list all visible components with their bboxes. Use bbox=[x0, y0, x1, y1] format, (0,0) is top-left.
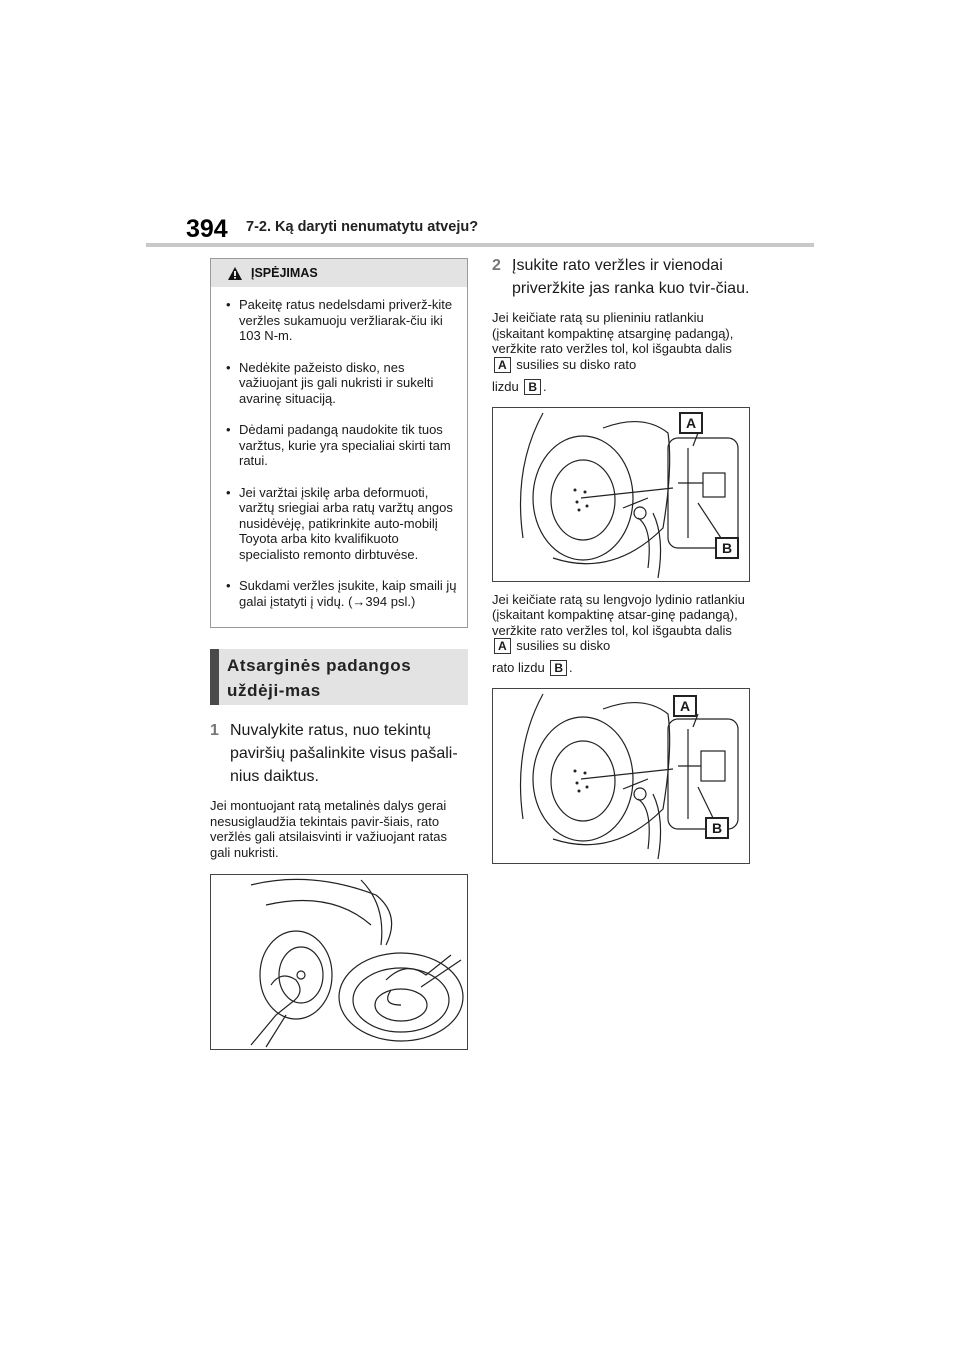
note-text: susilies su disko rato bbox=[516, 356, 637, 372]
label-b-inline: B bbox=[524, 379, 541, 395]
period: . bbox=[569, 660, 573, 675]
step-1 bbox=[210, 719, 468, 788]
warning-item: • Nedėkite pažeisto disko, nes važiuojant jis gali nukristi ir sukelti avarinę situaciją. bbox=[221, 360, 457, 407]
left-column bbox=[210, 258, 468, 1050]
warning-item: • Sukdami veržles įsukite, kaip smaili jų galai įstatyti į vidų. (→394 psl.) bbox=[221, 578, 457, 609]
cleaning-wheel-illustration bbox=[210, 874, 468, 1050]
step-text: Įsukite rato veržles ir vienodai priveržkite jas ranka kuo tvir-čiau. bbox=[512, 257, 750, 297]
label-a-inline: A bbox=[494, 357, 511, 373]
step-number: 2 bbox=[492, 257, 501, 274]
warning-heading: ĮSPĖJIMAS bbox=[251, 266, 318, 280]
step-number: 1 bbox=[210, 722, 219, 739]
chapter-title: 7-2. Ką daryti nenumatytu atveju? bbox=[246, 219, 479, 235]
figure-label-b: B bbox=[705, 817, 729, 839]
warning-item: • Dėdami padangą naudokite tik tuos varžtus, kurie yra specialiai skirti tam ratui. bbox=[221, 422, 457, 469]
header-rule bbox=[146, 243, 814, 247]
steel-wheel-nut-illustration bbox=[492, 407, 750, 582]
step-text: Nuvalykite ratus, nuo tekintų paviršių pašalinkite visus pašali-nius daiktus. bbox=[230, 722, 458, 785]
label-b-inline: B bbox=[550, 660, 567, 676]
cleaning-wheel-drawing bbox=[211, 875, 468, 1049]
warning-item: • Pakeitę ratus nedelsdami priverž-kite veržles sukamuoju veržliarak-čiu iki 103 N-m. bbox=[221, 297, 457, 344]
note-text: Jei keičiate ratą su plieniniu ratlankiu (įskaitant kompaktinę atsarginę padangą), veržkite rato veržles tol, kol išgaubta dalis bbox=[492, 310, 734, 356]
warning-list bbox=[211, 287, 467, 627]
page-number: 394 bbox=[186, 215, 228, 243]
warning-box bbox=[210, 258, 468, 628]
right-column bbox=[492, 254, 750, 864]
alloy-wheel-nut-illustration bbox=[492, 688, 750, 864]
note-text: lizdu bbox=[492, 378, 519, 394]
note-text: Jei keičiate ratą su lengvojo lydinio ratlankiu (įskaitant kompaktinę atsar-ginę padangą), veržkite rato veržles tol, kol išgaubta dalis bbox=[492, 591, 745, 638]
step-2 bbox=[492, 254, 750, 300]
label-a-inline: A bbox=[494, 638, 511, 654]
section-heading: Atsarginės padangos uždėji-mas bbox=[210, 649, 468, 705]
figure-label-a: A bbox=[673, 695, 697, 717]
steel-rim-note bbox=[492, 310, 750, 395]
steel-wheel-drawing bbox=[493, 408, 750, 581]
figure-label-a: A bbox=[679, 412, 703, 434]
note-text: rato lizdu bbox=[492, 660, 545, 675]
alloy-rim-note bbox=[492, 592, 750, 677]
note-text: susilies su disko bbox=[516, 638, 611, 653]
warning-triangle-icon bbox=[227, 266, 243, 281]
figure-label-b: B bbox=[715, 537, 739, 559]
warning-item: • Jei varžtai įskilę arba deformuoti, varžtų sriegiai arba ratų varžtų angos nusidėvėję, patikrinkite auto-mobilį Toyota arba kito kvalifikuoto specialisto remonto dirbtuvėse. bbox=[221, 485, 457, 563]
period: . bbox=[543, 378, 547, 394]
warning-header bbox=[211, 259, 467, 287]
step-1-note: Jei montuojant ratą metalinės dalys gerai nesusiglaudžia tekintais pavir-šiais, rato veržlės gali atsilaisvinti ir važiuojant ratas gali nukristi. bbox=[210, 798, 447, 860]
